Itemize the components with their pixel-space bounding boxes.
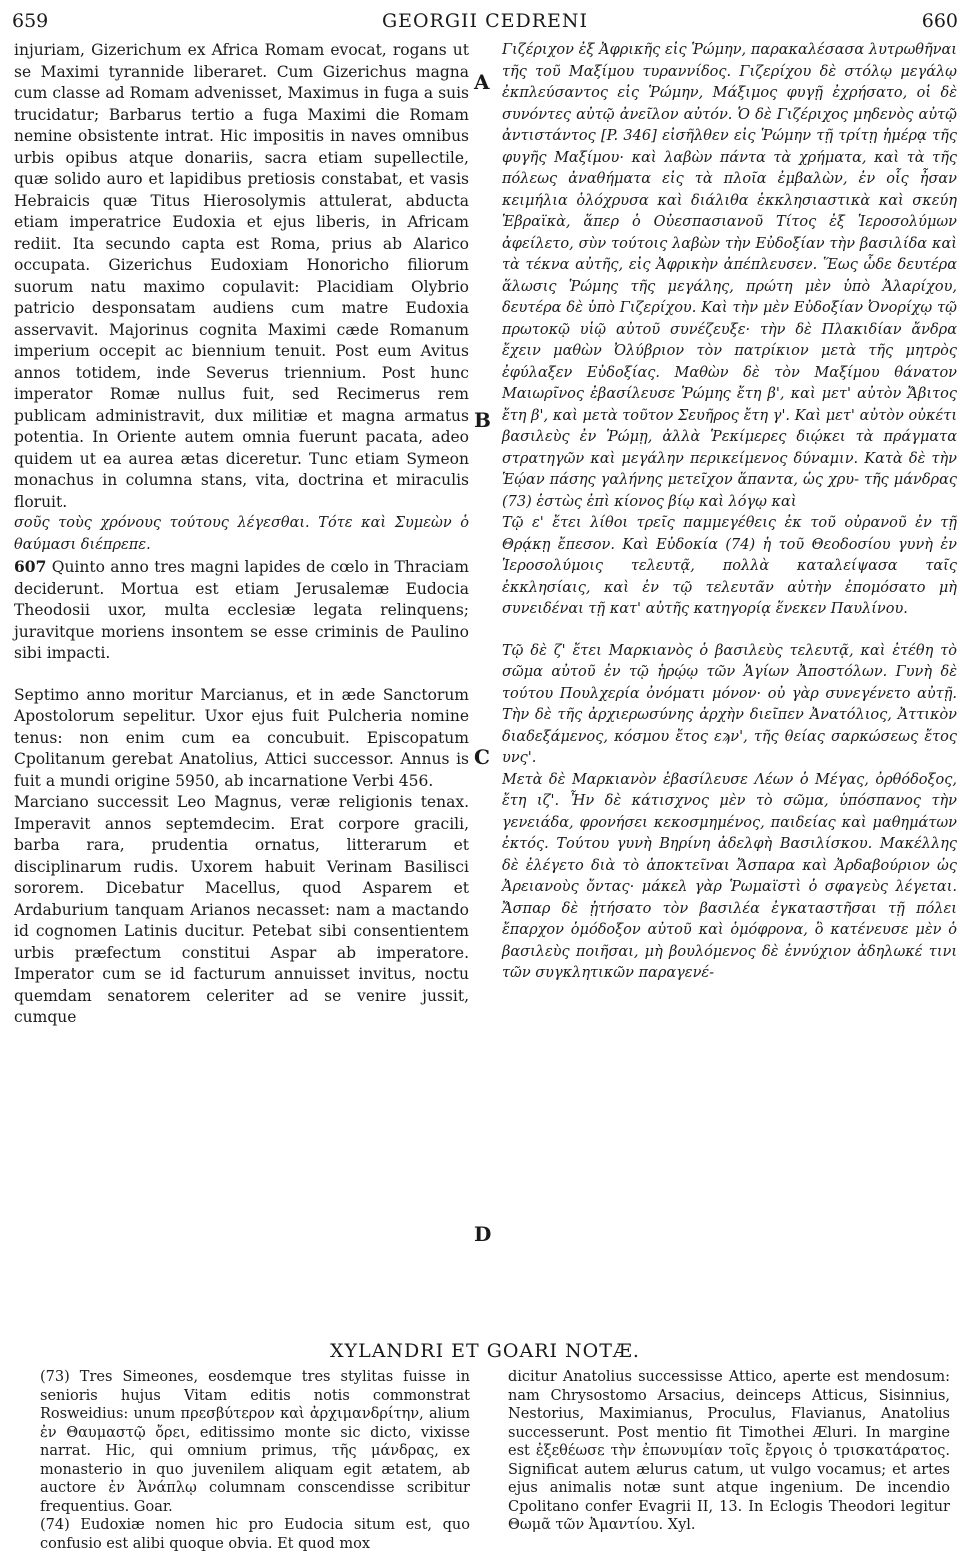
greek-column [502,40,957,985]
latin-paragraph-1: injuriam, Gizerichum ex Africa Romam evocat, rogans ut se Maximi tyrannide liberaret. Cum Gizerichus magna cum classe ad Romam advenisset, Maximus in fuga a suis trucidatur; Barbarus tertio a fuga Maximi die Romam nemine obsistente intrat. Hic impositis in naves omnibus urbis opibus atque donariis, sacra etiam supellectile, quæ solido auro et lapidibus pretiosis constabat, et vasis Hebraicis quæ Titus Hierosolymis attulerat, abducta etiam imperatrice Eudoxia et ejus liberis, in Africam rediit. Ita secundo capta est Roma, prius ab Alarico occupata. Gizerichus Eudoxiam Honoricho filiorum suorum natu maximo copulavit: Placidiam Olybrio patricio desponsatam audiens cum matre Eudoxia asservavit. Majorinus cognita Maximi cæde Romanum imperium occepit ac biennium tenuit. Post eum Avitus annos totidem, inde Severus triennium. Post hunc imperator Romæ nullus fuit, sed Recimerus rem publicam administravit, dux militiæ et magna armatus potentia. In Oriente autem omnia fuerunt pacata, adeo quidem ut ea aurea ætas diceretur. Tunc etiam Symeon monachus in columna stans, vita, doctrina et miraculis floruit. [14,41,469,511]
left-page-number: 659 [12,10,49,32]
marker-d: D [474,1222,492,1246]
latin-paragraph-3: Septimo anno moritur Marcianus, et in æde Sanctorum Apostolorum sepelitur. Uxor ejus fuit Pulcheria nomine tenus: non enim cum ea concubuit. Episcopatum Cpolitanum gerebat Anatolius, Attici successor. Annus is fuit a mundi origine 5950, ab incarnatione Verbi 456. [14,685,469,790]
running-title: GEORGII CEDRENI [381,10,589,32]
latin-column [14,40,469,1029]
right-page-number: 660 [921,10,958,32]
latin-paragraph-2 [14,556,469,665]
notes-right-column [508,1368,950,1535]
note-74: (74) Eudoxiæ nomen hic pro Eudocia situm est, quo confusio est alibi quoque obvia. Et quod mox [40,1517,470,1552]
page-header [0,0,970,40]
greek-carryover-line: σοῦς τοὺς χρόνους τούτους λέγεσθαι. Τότε καὶ Συμεὼν ὁ θαύμασι διέπρεπε. [14,515,469,553]
greek-paragraph-2: Τῷ ε' ἔτει λίθοι τρεῖς παμμεγέθεις ἐκ τοῦ οὐρανοῦ ἐν τῇ Θρᾴκῃ ἔπεσον. Καὶ Εὐδοκία (74) ἡ τοῦ Θεοδοσίου γυνὴ ἐν Ἱεροσολύμοις τελευτᾷ, πολλὰ καταλείψασα ταῖς ἐκκλησίαις, καὶ ἐν τῷ τελευτᾶν αὐτὴν ἐπομόσατο μὴ συνειδέναι τῇ κατ' αὐτῆς κατηγορίᾳ ἕνεκεν Παυλίνου. [502,515,957,617]
note-74-continued: dicitur Anatolius successisse Attico, aperte est mendosum: nam Chrysostomo Arsacius, deinceps Atticus, Sisinnius, Nestorius, Maximianus, Proculus, Flavianus, Anatolius successerunt. Post mentio fit Timothei Æluri. In margine est ἐξεθέωσε τὴν ἐπωνυμίαν τοῖς ἔργοις ὁ τρισκατάρατος. Significat autem ælurus catum, ut vulgo vocamus; et artes ejus animalis notæ sunt atque ingenium. De incendio Cpolitano confer Evagrii II, 13. In Eclogis Theodori legitur Θωμᾶ τῶν Ἀμαντίου. Xyl. [508,1369,950,1533]
greek-paragraph-4: Μετὰ δὲ Μαρκιανὸν ἐβασίλευσε Λέων ὁ Μέγας, ὀρθόδοξος, ἔτη ιζ'. Ἦν δὲ κάτισχνος μὲν τὸ σῶμα, ὑπόσπανος τὴν γενειάδα, φρονήσει κεκοσμημένος, παιδείας καὶ μαθημάτων ἐκτός. Τούτου γυνὴ Βηρίνη ἀδελφὴ Βασιλίσκου. Μακέλλης δὲ ἐλέγετο διὰ τὸ ἀποκτεῖναι Ἄσπαρα καὶ Ἀρδαβούριον ὡς Ἀρειανοὺς ὄντας· μάκελ γὰρ Ῥωμαϊστὶ ὁ σφαγεὺς λέγεται. Ἄσπαρ δὲ ᾐτήσατο τὸν βασιλέα ἐγκαταστῆσαι τῇ πόλει ἔπαρχον ὁμόδοξον αὐτοῦ καὶ ὁμόφρονα, ὃ κατένευσε μὲν ὁ βασιλεὺς ποιῆσαι, μὴ βουλόμενος δὲ ἐννύχιον ἀδηλωκέ τινι τῶν συγκλητικῶν παραγενέ- [502,771,957,981]
latin-paragraph-4: Marciano successit Leo Magnus, veræ religionis tenax. Imperavit annos septemdecim. Erat corpore gracili, barba rara, prudentia ornatus, litterarum et disciplinarum rudis. Uxorem habuit Verinam Basilisci sororem. Dicebatur Macellus, quod Asparem et Ardaburium tanquam Arianos necasset: nam a mactando id cognomen Latinis ducitur. Petebat sibi consentientem urbis præfectum constitui Aspar ab imperatore. Imperator cum se id facturum annuisset invitus, noctu quemdam senatorem celeriter ad se venire jussit, cumque [14,793,469,1026]
margin-markers [470,40,500,1360]
notes-title: XYLANDRI ET GOARI NOTÆ. [330,1340,640,1362]
greek-paragraph-3: Τῷ δὲ ζ' ἔτει Μαρκιανὸς ὁ βασιλεὺς τελευτᾷ, καὶ ἐτέθη τὸ σῶμα αὐτοῦ ἐν τῷ ἡρῴῳ τῶν Ἁγίων Ἀποστόλων. Γυνὴ δὲ τούτου Πουλχερία ὀνόματι μόνον· οὐ γὰρ συνεγένετο αὐτῇ. Τὴν δὲ τῆς ἀρχιερωσύνης ἀρχὴν διεῖπεν Ἀνατόλιος, Ἀττικὸν διαδεξάμενος, κόσμου ἔτος εϡν', τῆς θείας σαρκώσεως ἔτος υνς'. [502,642,957,766]
marker-a: A [474,70,490,94]
section-number: 607 [14,557,47,576]
latin-paragraph-2-text: Quinto anno tres magni lapides de cœlo in Thraciam deciderunt. Mortua est etiam Jerusalemæ Eudocia Theodosii uxor, multa ecclesiæ legata relinquens; juravitque moriens insontem se esse criminis de Paulino sibi impacti. [14,558,469,662]
note-73: (73) Tres Simeones, eosdemque tres stylitas fuisse in senioris hujus Vitam editis notis commonstrat Rosweidius: unum πρεσβύτερον καὶ ἀρχιμανδρίτην, alium ἐν Θαυμαστῷ ὄρει, editissimo monte sic dicto, vixisse narrat. Hic, qui omnium primus, τῆς μάνδρας, ex monasterio in quo juvenilem aliquam egit ætatem, ab auctore ἐν Ἀνάπλῳ columnam conscendisse scribitur frequentius. Goar. [40,1369,470,1515]
marker-b: B [474,408,491,432]
greek-paragraph-1: Γιζέριχον ἐξ Ἀφρικῆς εἰς Ῥώμην, παρακαλέσασα λυτρωθῆναι τῆς τοῦ Μαξίμου τυραννίδος. Γιζερίχου δὲ στόλῳ μεγάλῳ ἐκπλεύσαντος εἰς Ῥώμην, Μάξιμος φυγῇ ἐχρήσατο, οἱ δὲ συνόντες αὐτῷ ἀνεῖλον αὐτόν. Ὁ δὲ Γιζέριχος μηδενὸς αὐτῷ ἀντιστάντος [P. 346] εἰσῆλθεν εἰς Ῥώμην τῇ τρίτῃ ἡμέρᾳ τῆς φυγῆς Μαξίμου· καὶ λαβὼν πάντα τὰ χρήματα, καὶ τὰ τῆς πόλεως ἀναθήματα εἰς τὰ πλοῖα ἐμβαλὼν, ἐν οἷς ἦσαν κειμήλια ὁλόχρυσα καὶ διάλιθα ἐκκλησιαστικὰ καὶ σκεύη Ἑβραϊκὰ, ἅπερ ὁ Οὐεσπασιανοῦ Τίτος ἐξ Ἱεροσολύμων ἀφείλετο, σὺν τούτοις λαβὼν τὴν Εὐδοξίαν τὴν βασιλίδα καὶ τὰ τέκνα αὐτῆς, εἰς Ἀφρικὴν ἀπέπλευσεν. Ἕως ὧδε δευτέρα ἅλωσις Ῥώμης τῆς μεγάλης, πρώτη μὲν ὑπὸ Ἀλαρίχου, δευτέρα δὲ ὑπὸ Γιζερίχου. Καὶ τὴν μὲν Εὐδοξίαν Ὀνορίχῳ τῷ πρωτοκῷ υἱῷ αὐτοῦ συνέζευξε· τὴν δὲ Πλακιδίαν ἄνδρα ἔχειν μαθὼν Ὀλύβριον τὸν πατρίκιον μετὰ τῆς μητρὸς ἐφύλαξεν Εὐδοξίας. Μαθὼν δὲ τὸν Μαξίμου θάνατον Μαιωρῖνος ἐβασίλευσε Ῥώμης ἔτη β', καὶ μετ' αὐτὸν Ἄβιτος ἔτη β', καὶ μετὰ τοῦτον Σευῆρος ἔτη γ'. Καὶ μετ' αὐτὸν οὐκέτι βασιλεὺς ἐν Ῥώμῃ, ἀλλὰ Ῥεκίμερες διῴκει τὰ πράγματα στρατηγῶν καὶ μεγάλην περικείμενος δύναμιν. Κατὰ δὲ τὴν Ἑῴαν πάσης γαλήνης μετεῖχον ἅπαντα, ὡς χρυ- τῆς μάνδρας (73) ἑστὼς ἐπὶ κίονος βίῳ καὶ λόγῳ καὶ [502,42,957,510]
marker-c: C [474,745,490,769]
notes-left-column [40,1368,470,1553]
